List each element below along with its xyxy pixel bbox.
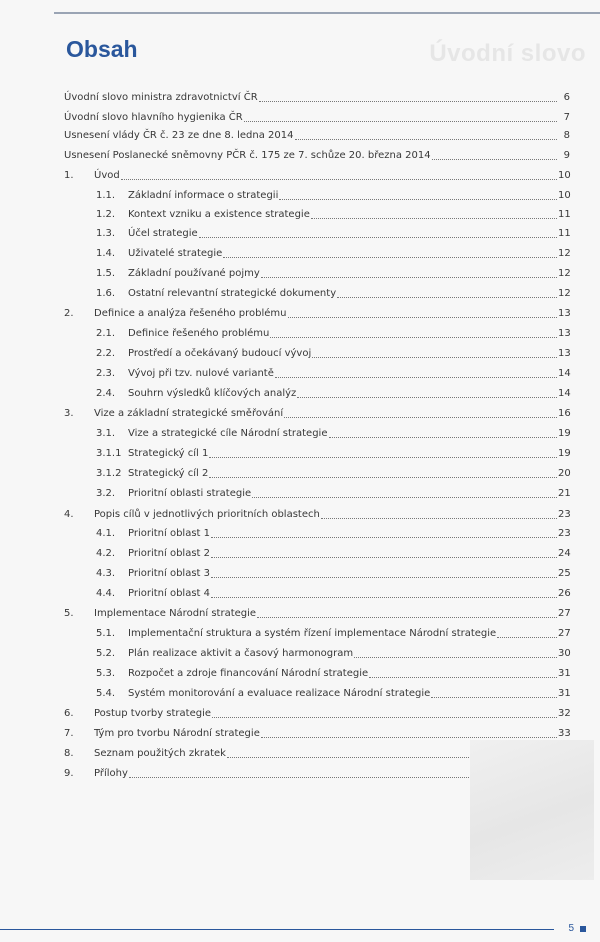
- toc-leader-dots: [270, 334, 557, 338]
- toc-leader-dots: [312, 354, 557, 358]
- toc-entry-label: Kontext vzniku a existence strategie: [128, 209, 310, 220]
- page-title: Obsah: [66, 36, 138, 62]
- toc-leader-dots: [212, 714, 557, 718]
- toc-entry-label: Postup tvorby strategie: [94, 708, 212, 719]
- toc-entry-page: 14: [558, 388, 571, 399]
- toc-entry[interactable]: [64, 110, 570, 124]
- toc-entry-page: 19: [558, 448, 571, 459]
- toc-entry[interactable]: [96, 386, 570, 400]
- toc-entry-number: 8.: [64, 748, 74, 759]
- toc-entry[interactable]: [96, 426, 570, 440]
- toc-leader-dots: [209, 474, 557, 478]
- toc-entry-label: Strategický cíl 1: [128, 448, 209, 459]
- toc-entry-label: Strategický cíl 2: [128, 468, 209, 479]
- toc-entry[interactable]: [96, 666, 570, 680]
- toc-entry[interactable]: [96, 466, 570, 480]
- toc-entry-number: 2.2.: [96, 348, 116, 359]
- ghost-heading-bleedthrough: Úvodní slovo: [429, 40, 586, 67]
- toc-leader-dots: [257, 614, 557, 618]
- toc-entry-number: 4.: [64, 509, 74, 520]
- toc-entry-label: Systém monitorování a evaluace realizace Národní strategie: [128, 688, 431, 699]
- toc-entry-label: Implementace Národní strategie: [94, 608, 257, 619]
- toc-entry-label: Definice a analýza řešeného problému: [94, 308, 287, 319]
- toc-entry-number: 1.1.: [96, 190, 116, 201]
- toc-entry-page: 9: [563, 150, 570, 161]
- toc-entry[interactable]: [96, 326, 570, 340]
- toc-entry[interactable]: [96, 686, 570, 700]
- toc-entry-number: 4.1.: [96, 528, 116, 539]
- toc-entry-number: 2.: [64, 308, 74, 319]
- toc-entry[interactable]: [96, 246, 570, 260]
- toc-entry-label: Rozpočet a zdroje financování Národní strategie: [128, 668, 369, 679]
- toc-entry-label: Vize a základní strategické směřování: [94, 408, 284, 419]
- toc-entry-label: Uživatelé strategie: [128, 248, 223, 259]
- toc-entry-label: Účel strategie: [128, 228, 198, 239]
- toc-entry[interactable]: [96, 646, 570, 660]
- toc-entry-label: Základní používané pojmy: [128, 268, 260, 279]
- toc-entry-page: 8: [563, 130, 570, 141]
- toc-entry-label: Seznam použitých zkratek: [94, 748, 226, 759]
- toc-entry-page: 31: [558, 688, 571, 699]
- toc-entry-number: 9.: [64, 768, 74, 779]
- toc-leader-dots: [275, 374, 557, 378]
- toc-entry-page: 19: [558, 428, 571, 439]
- toc-leader-dots: [261, 734, 557, 738]
- toc-entry-page: 7: [563, 112, 570, 123]
- toc-entry-label: Prioritní oblasti strategie: [128, 488, 252, 499]
- toc-entry-page: 12: [558, 248, 571, 259]
- toc-leader-dots: [261, 274, 557, 278]
- toc-entry[interactable]: [96, 266, 570, 280]
- toc-entry-label: Prostředí a očekávaný budoucí vývoj: [128, 348, 312, 359]
- toc-entry-label: Přílohy: [94, 768, 128, 779]
- toc-entry-number: 3.1.1: [96, 448, 122, 459]
- toc-entry-label: Prioritní oblast 3: [128, 568, 211, 579]
- toc-entry-number: 4.3.: [96, 568, 116, 579]
- toc-entry[interactable]: [64, 128, 570, 142]
- toc-leader-dots: [279, 196, 557, 200]
- toc-entry-page: 14: [558, 368, 571, 379]
- toc-entry-number: 5.3.: [96, 668, 116, 679]
- toc-entry-page: 16: [558, 408, 571, 419]
- toc-entry-page: 11: [558, 228, 571, 239]
- toc-leader-dots: [497, 634, 557, 638]
- toc-leader-dots: [354, 654, 557, 658]
- toc-entry-page: 11: [558, 209, 571, 220]
- toc-leader-dots: [211, 534, 557, 538]
- toc-entry[interactable]: [64, 168, 570, 182]
- toc-entry-number: 5.2.: [96, 648, 116, 659]
- toc-entry-label: Úvodní slovo hlavního hygienika ČR: [64, 112, 243, 123]
- toc-leader-dots: [432, 156, 557, 160]
- toc-leader-dots: [288, 314, 558, 318]
- toc-leader-dots: [321, 515, 557, 519]
- bottom-rule: [0, 929, 554, 930]
- toc-entry[interactable]: [96, 566, 570, 580]
- toc-leader-dots: [329, 434, 558, 438]
- toc-entry-number: 5.: [64, 608, 74, 619]
- toc-entry-label: Usnesení vlády ČR č. 23 ze dne 8. ledna 2014: [64, 130, 294, 141]
- toc-leader-dots: [284, 414, 557, 418]
- toc-leader-dots: [121, 176, 557, 180]
- toc-entry[interactable]: [96, 226, 570, 240]
- toc-entry-label: Definice řešeného problému: [128, 328, 270, 339]
- toc-entry-number: 5.4.: [96, 688, 116, 699]
- toc-leader-dots: [223, 254, 557, 258]
- toc-entry[interactable]: [96, 526, 570, 540]
- toc-leader-dots: [199, 234, 557, 238]
- toc-leader-dots: [211, 594, 557, 598]
- toc-entry[interactable]: [96, 446, 570, 460]
- toc-entry[interactable]: [96, 626, 570, 640]
- toc-entry-label: Úvod: [94, 170, 120, 181]
- top-rule: [54, 12, 600, 14]
- toc-leader-dots: [369, 674, 557, 678]
- toc-entry-page: 30: [558, 648, 571, 659]
- toc-entry-label: Ostatní relevantní strategické dokumenty: [128, 288, 337, 299]
- toc-entry-number: 1.5.: [96, 268, 116, 279]
- toc-entry-number: 2.1.: [96, 328, 116, 339]
- toc-leader-dots: [295, 136, 557, 140]
- toc-entry-label: Souhrn výsledků klíčových analýz: [128, 388, 297, 399]
- toc-entry-page: 27: [558, 608, 571, 619]
- toc-entry-label: Tým pro tvorbu Národní strategie: [94, 728, 260, 739]
- toc-entry-label: Prioritní oblast 1: [128, 528, 211, 539]
- toc-entry-number: 1.4.: [96, 248, 116, 259]
- page-number: 5: [568, 923, 574, 934]
- toc-leader-dots: [244, 118, 557, 122]
- toc-entry[interactable]: [64, 507, 570, 521]
- toc-entry-page: 23: [558, 528, 571, 539]
- toc-entry-page: 21: [558, 488, 571, 499]
- toc-entry-page: 31: [558, 668, 571, 679]
- toc-entry-number: 2.4.: [96, 388, 116, 399]
- toc-entry[interactable]: [64, 606, 570, 620]
- toc-entry[interactable]: [96, 346, 570, 360]
- toc-entry-number: 3.2.: [96, 488, 116, 499]
- toc-entry-page: 27: [558, 628, 571, 639]
- toc-leader-dots: [211, 554, 557, 558]
- toc-entry[interactable]: [96, 188, 570, 202]
- toc-entry[interactable]: [96, 207, 570, 221]
- toc-entry-number: 1.6.: [96, 288, 116, 299]
- toc-entry-page: 26: [558, 588, 571, 599]
- toc-entry-number: 2.3.: [96, 368, 116, 379]
- toc-entry-label: Plán realizace aktivit a časový harmonogram: [128, 648, 354, 659]
- toc-leader-dots: [431, 694, 557, 698]
- toc-entry-number: 3.1.: [96, 428, 116, 439]
- toc-leader-dots: [297, 394, 557, 398]
- toc-entry[interactable]: [64, 706, 570, 720]
- toc-entry-label: Úvodní slovo ministra zdravotnictví ČR: [64, 92, 258, 103]
- toc-entry-page: 12: [558, 268, 571, 279]
- toc-entry-page: 33: [558, 728, 571, 739]
- toc-entry-label: Vývoj při tzv. nulové variantě: [128, 368, 274, 379]
- toc-entry-number: 3.: [64, 408, 74, 419]
- toc-entry-label: Vize a strategické cíle Národní strategie: [128, 428, 328, 439]
- toc-leader-dots: [311, 215, 557, 219]
- toc-entry[interactable]: [96, 546, 570, 560]
- toc-leader-dots: [209, 454, 557, 458]
- toc-entry-label: Implementační struktura a systém řízení implementace Národní strategie: [128, 628, 497, 639]
- toc-entry-page: 32: [558, 708, 571, 719]
- toc-entry-label: Prioritní oblast 4: [128, 588, 211, 599]
- toc-entry[interactable]: [96, 366, 570, 380]
- toc-entry-number: 6.: [64, 708, 74, 719]
- toc-entry-label: Základní informace o strategii: [128, 190, 279, 201]
- corner-mark: [580, 926, 586, 932]
- toc-entry[interactable]: [64, 148, 570, 162]
- toc-leader-dots: [211, 574, 557, 578]
- toc-entry-label: Prioritní oblast 2: [128, 548, 211, 559]
- toc-entry-number: 4.4.: [96, 588, 116, 599]
- toc-leader-dots: [259, 98, 557, 102]
- toc-entry[interactable]: [96, 286, 570, 300]
- toc-entry-number: 1.3.: [96, 228, 116, 239]
- toc-entry-page: 25: [558, 568, 571, 579]
- toc-entry-page: 13: [558, 348, 571, 359]
- toc-entry-number: 5.1.: [96, 628, 116, 639]
- toc-entry[interactable]: [64, 90, 570, 104]
- toc-entry-page: 23: [558, 509, 571, 520]
- toc-entry-number: 1.2.: [96, 209, 116, 220]
- toc-entry-number: 4.2.: [96, 548, 116, 559]
- toc-entry-number: 7.: [64, 728, 74, 739]
- toc-entry-page: 13: [558, 308, 571, 319]
- toc-entry-page: 20: [558, 468, 571, 479]
- toc-entry[interactable]: [96, 586, 570, 600]
- toc-entry[interactable]: [64, 406, 570, 420]
- toc-entry-page: 6: [563, 92, 570, 103]
- toc-entry-page: 10: [558, 170, 571, 181]
- toc-entry-page: 13: [558, 328, 571, 339]
- bleedthrough-photo: [470, 740, 594, 880]
- toc-entry[interactable]: [64, 726, 570, 740]
- toc-entry-page: 12: [558, 288, 571, 299]
- toc-entry[interactable]: [96, 486, 570, 500]
- toc-leader-dots: [337, 294, 557, 298]
- toc-entry-number: 3.1.2: [96, 468, 122, 479]
- toc-entry-label: Popis cílů v jednotlivých prioritních oblastech: [94, 509, 320, 520]
- toc-leader-dots: [252, 494, 557, 498]
- toc-entry-number: 1.: [64, 170, 74, 181]
- toc-entry-label: Usnesení Poslanecké sněmovny PČR č. 175 ze 7. schůze 20. března 2014: [64, 150, 431, 161]
- toc-entry-page: 24: [558, 548, 571, 559]
- toc-entry-page: 10: [558, 190, 571, 201]
- toc-entry[interactable]: [64, 306, 570, 320]
